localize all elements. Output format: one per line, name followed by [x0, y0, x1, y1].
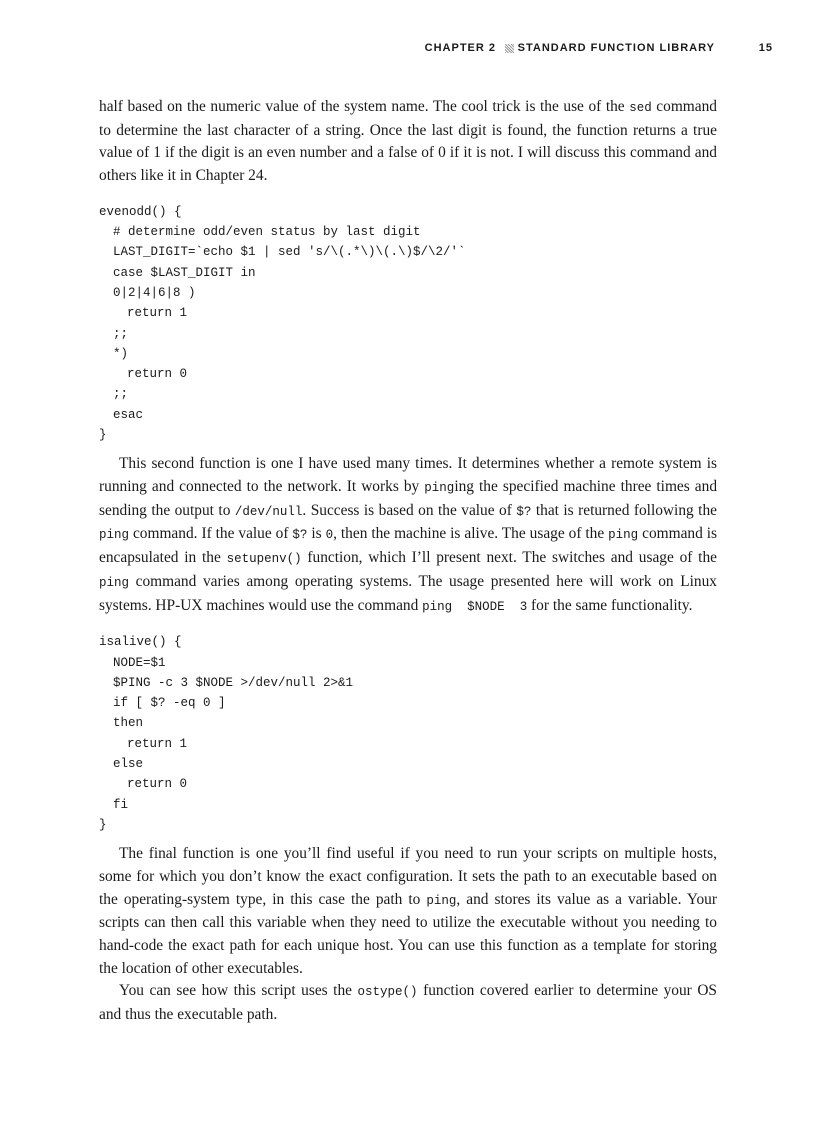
code-line: else: [113, 757, 144, 772]
code-line: }: [99, 817, 107, 832]
code-line: then: [113, 716, 144, 731]
header-separator-icon: [505, 44, 514, 53]
inline-code: $?: [292, 528, 308, 543]
inline-code: setupenv(): [226, 552, 302, 567]
inline-code: ping: [608, 528, 639, 543]
code-line: if [ $? -eq 0 ]: [113, 696, 226, 711]
inline-code: $?: [516, 504, 532, 519]
inline-code: ping $NODE 3: [422, 599, 528, 614]
code-line: return 0: [127, 367, 188, 382]
page-number: 15: [758, 42, 773, 54]
code-line: # determine odd/even status by last digit: [113, 225, 421, 240]
code-line: return 1: [127, 736, 188, 751]
inline-code: ostype(): [357, 985, 418, 1000]
inline-code: sed: [629, 101, 652, 115]
code-line: fi: [113, 797, 129, 812]
code-line: }: [99, 428, 107, 443]
inline-code: 0: [325, 528, 334, 543]
running-header: [0, 42, 816, 58]
code-line: case $LAST_DIGIT in: [113, 265, 256, 280]
inline-code: /dev/null: [234, 504, 303, 519]
code-line: return 1: [127, 306, 188, 321]
code-line: return 0: [127, 777, 188, 792]
code-line: esac: [113, 407, 144, 422]
inline-code: ping: [424, 481, 455, 496]
chapter-title: STANDARD FUNCTION LIBRARY: [517, 42, 715, 54]
code-line: *): [113, 346, 129, 361]
code-line: LAST_DIGIT=`echo $1 | sed 's/\(.*\)\(.\)$/\2/'`: [113, 245, 466, 260]
paragraph-path-function: The final function is one you’ll find useful if you need to run your scripts on multiple hosts, some for which you don’t know the exact configuration. It sets the path to an executable based on the operating-system type, in this case the path to ping, and stores its value as a variable. Your scripts can then call this variable when they need to utilize the executable without you needing to hand-code the exact path for each unique host. You can use this function as a template for storing the location of other executables.: [99, 845, 717, 977]
inline-code: ping: [426, 893, 457, 908]
code-block-isalive: [99, 632, 717, 835]
code-line: ;;: [113, 387, 129, 402]
code-line: ;;: [113, 326, 129, 341]
page-content: [99, 96, 717, 1027]
code-line: isalive() {: [99, 635, 182, 650]
chapter-label: CHAPTER 2: [424, 42, 496, 54]
code-line: NODE=$1: [113, 655, 166, 670]
code-line: 0|2|4|6|8 ): [113, 286, 196, 300]
code-block-evenodd: [99, 202, 717, 446]
inline-code: ping: [99, 575, 130, 590]
paragraph-intro: half based on the numeric value of the system name. The cool trick is the use of the sed command to determine the last character of a string. Once the last digit is found, the function returns a true value of 1 if the digit is an even number and a false of 0 if it is not. I will discuss this command and others like it in Chapter 24.: [99, 98, 717, 185]
paragraph-isalive-description: This second function is one I have used many times. It determines whether a remote system is running and connected to the network. It works by pinging the specified machine three times and sending the output to /dev/null. Success is based on the value of $? that is returned following the ping command. If the value of $? is 0, then the machine is alive. The usage of the ping command is encapsulated in the setupenv() function, which I’ll present next. The switches and usage of the ping command varies among operating systems. The usage presented here will work on Linux systems. HP-UX machines would use the command ping $NODE 3 for the same functionality.: [99, 455, 718, 614]
paragraph-ostype: You can see how this script uses the ostype() function covered earlier to determine your OS and thus the executable path.: [99, 982, 717, 1024]
code-line: $PING -c 3 $NODE >/dev/null 2>&1: [113, 675, 354, 690]
code-line: evenodd() {: [99, 204, 182, 219]
inline-code: ping: [99, 528, 130, 543]
